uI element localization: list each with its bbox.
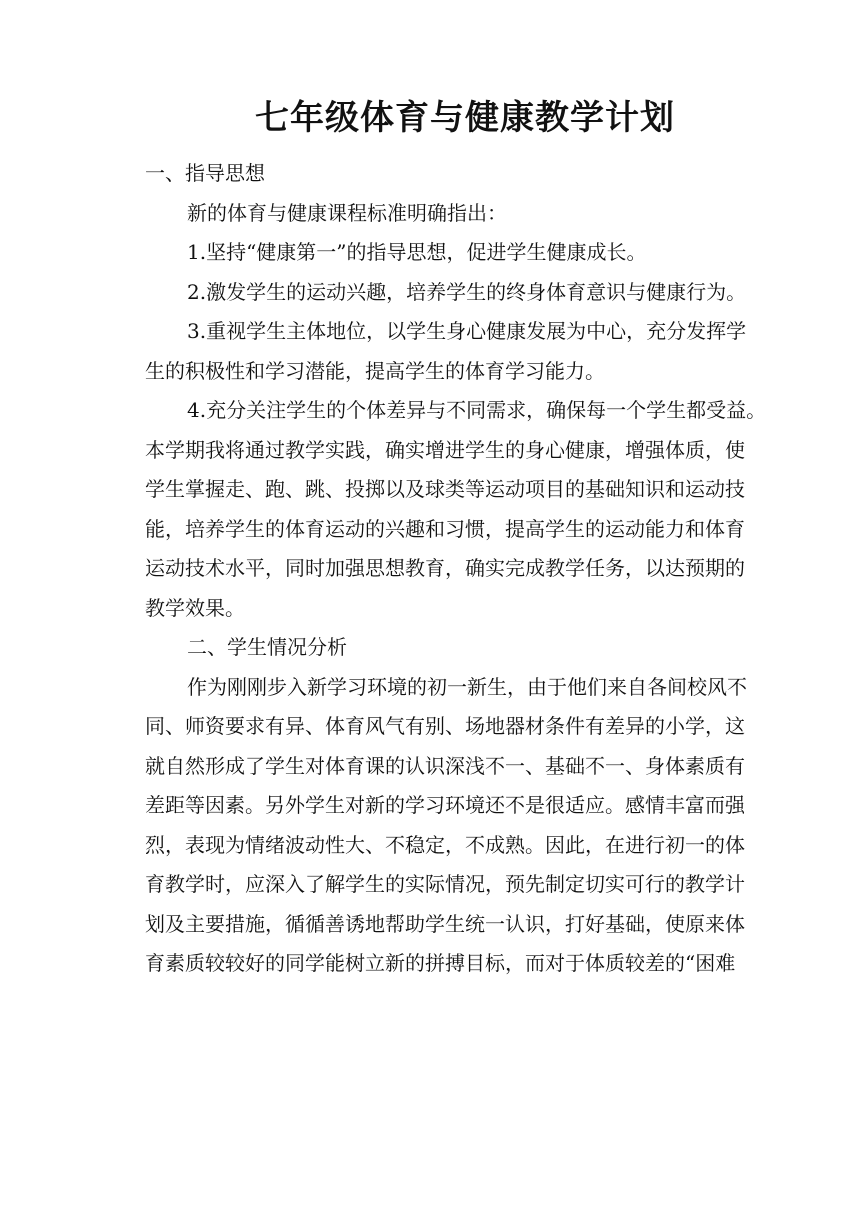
paragraph-line: 差距等因素。另外学生对新的学习环境还不是很适应。感情丰富而强: [145, 793, 745, 817]
section-heading: 一、指导思想: [145, 161, 265, 185]
paragraph-line: 学生掌握走、跑、跳、投掷以及球类等运动项目的基础知识和运动技: [145, 477, 745, 501]
paragraph-line: 烈，表现为情绪波动性大、不稳定，不成熟。因此，在进行初一的体: [145, 832, 745, 857]
section-heading: 二、学生情况分析: [187, 635, 347, 659]
paragraph-line: 新的体育与健康课程标准明确指出：: [187, 200, 507, 225]
paragraph-line: 运动技术水平，同时加强思想教育，确实完成教学任务，以达预期的: [145, 556, 745, 580]
paragraph-line: 能，培养学生的体育运动的兴趣和习惯，提高学生的运动能力和体育: [145, 516, 745, 541]
paragraph-line: 4.充分关注学生的个体差异与不同需求，确保每一个学生都受益。: [187, 398, 767, 422]
paragraph-line: 作为刚刚步入新学习环境的初一新生，由于他们来自各间校风不: [187, 674, 747, 699]
document-body: [145, 154, 797, 984]
paragraph-line: 2.激发学生的运动兴趣，培养学生的终身体育意识与健康行为。: [187, 279, 747, 304]
paragraph-line: 本学期我将通过教学实践，确实增进学生的身心健康，增强体质，使: [145, 437, 745, 462]
paragraph-line: 教学效果。: [145, 595, 245, 620]
paragraph-line: 同、师资要求有异、体育风气有别、场地器材条件有差异的小学，这: [145, 714, 745, 738]
paragraph-line: 3.重视学生主体地位，以学生身心健康发展为中心，充分发挥学: [187, 319, 747, 343]
paragraph-line: 育素质较较好的同学能树立新的拼搏目标，而对于体质较差的“困难: [145, 951, 736, 975]
paragraph-line: 1.坚持“健康第一”的指导思想，促进学生健康成长。: [187, 240, 647, 264]
document-title: 七年级体育与健康教学计划: [255, 98, 675, 138]
paragraph-line: 生的积极性和学习潜能，提高学生的体育学习能力。: [145, 358, 605, 383]
paragraph-line: 育教学时，应深入了解学生的实际情况，预先制定切实可行的教学计: [145, 872, 745, 896]
paragraph-line: 划及主要措施，循循善诱地帮助学生统一认识，打好基础，使原来体: [145, 911, 745, 936]
paragraph-line: 就自然形成了学生对体育课的认识深浅不一、基础不一、身体素质有: [145, 753, 745, 778]
